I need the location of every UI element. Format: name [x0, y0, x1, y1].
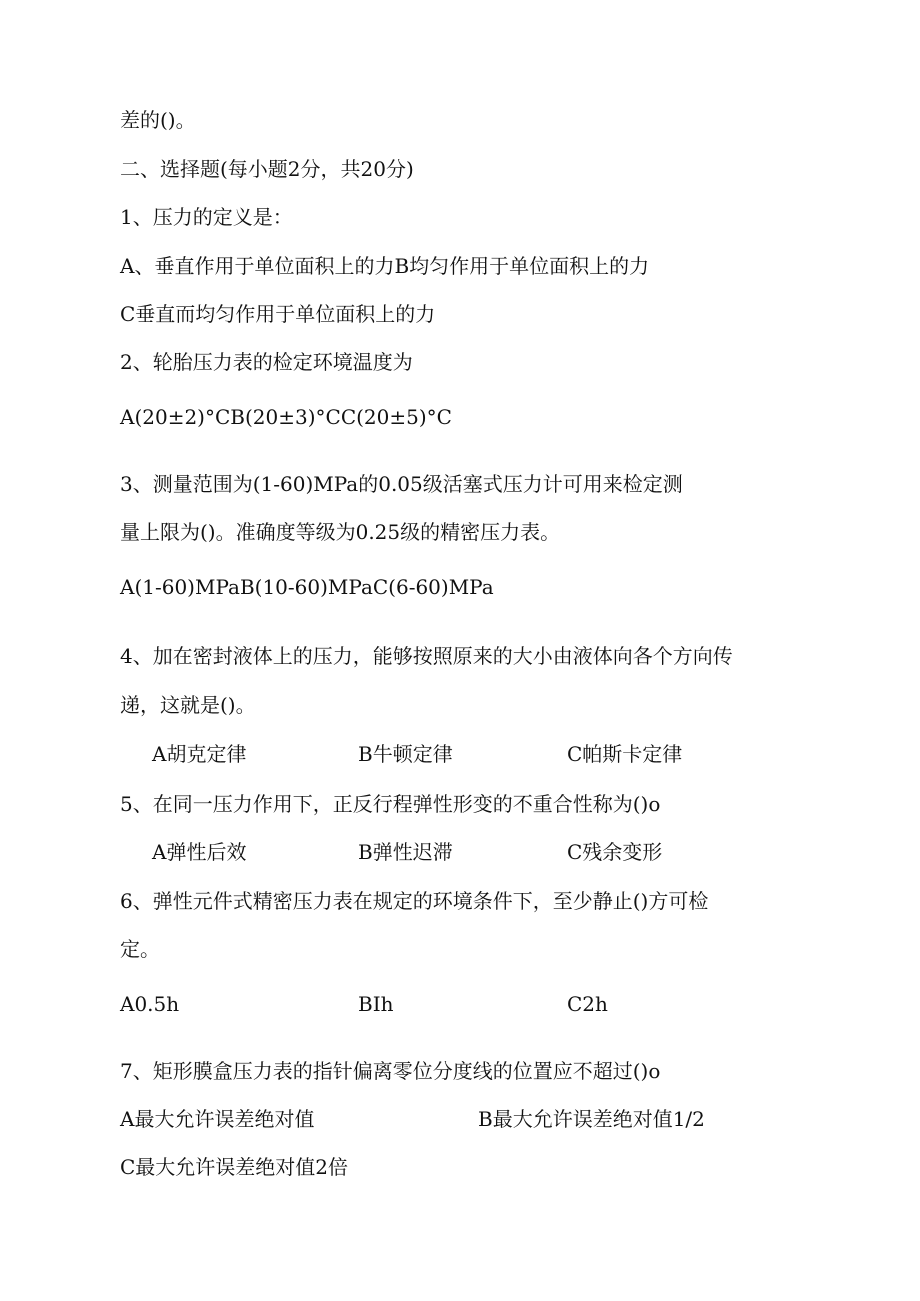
question-1: 1、压力的定义是：	[120, 205, 293, 229]
question-4-option-c: C帕斯卡定律	[567, 742, 683, 766]
question-5: 5、在同一压力作用下，正反行程弹性形变的不重合性称为()o	[120, 792, 661, 816]
question-2: 2、轮胎压力表的检定环境温度为	[120, 350, 413, 374]
question-2-options: A(20±2)°CB(20±3)°CC(20±5)°C	[120, 405, 452, 429]
section-heading-multiple-choice: 二、选择题(每小题2分，共20分)	[120, 157, 414, 181]
question-4-line-1: 4、加在密封液体上的压力，能够按照原来的大小由液体向各个方向传	[120, 644, 733, 668]
question-6-option-b: BIh	[358, 992, 394, 1016]
question-5-option-c: C残余变形	[567, 840, 663, 864]
question-3-line-1: 3、测量范围为(1-60)MPa的0.05级活塞式压力计可用来检定测	[120, 472, 683, 496]
question-6-option-a: A0.5h	[120, 992, 180, 1016]
question-7: 7、矩形膜盒压力表的指针偏离零位分度线的位置应不超过()o	[120, 1059, 661, 1083]
question-4-line-2: 递，这就是()。	[120, 693, 256, 717]
question-5-option-a: A弹性后效	[152, 840, 247, 864]
question-6-line-1: 6、弹性元件式精密压力表在规定的环境条件下，至少静止()方可检	[120, 889, 709, 913]
question-4-option-a: A胡克定律	[152, 742, 247, 766]
question-3-options: A(1-60)MPaB(10-60)MPaC(6-60)MPa	[120, 575, 494, 599]
question-7-option-b: B最大允许误差绝对值1/2	[478, 1107, 705, 1131]
question-7-option-c: C最大允许误差绝对值2倍	[120, 1155, 349, 1179]
question-6-option-c: C2h	[567, 992, 608, 1016]
question-1-option-c: C垂直而均匀作用于单位面积上的力	[120, 302, 436, 326]
question-4-option-b: B牛顿定律	[358, 742, 453, 766]
question-3-line-2: 量上限为()。准确度等级为0.25级的精密压力表。	[120, 520, 561, 544]
question-6-line-2: 定。	[120, 937, 160, 961]
question-5-option-b: B弹性迟滞	[358, 840, 453, 864]
question-1-options-ab: A、垂直作用于单位面积上的力B均匀作用于单位面积上的力	[120, 254, 650, 278]
question-7-option-a: A最大允许误差绝对值	[120, 1107, 315, 1131]
text-line-continuation: 差的()。	[120, 108, 196, 132]
